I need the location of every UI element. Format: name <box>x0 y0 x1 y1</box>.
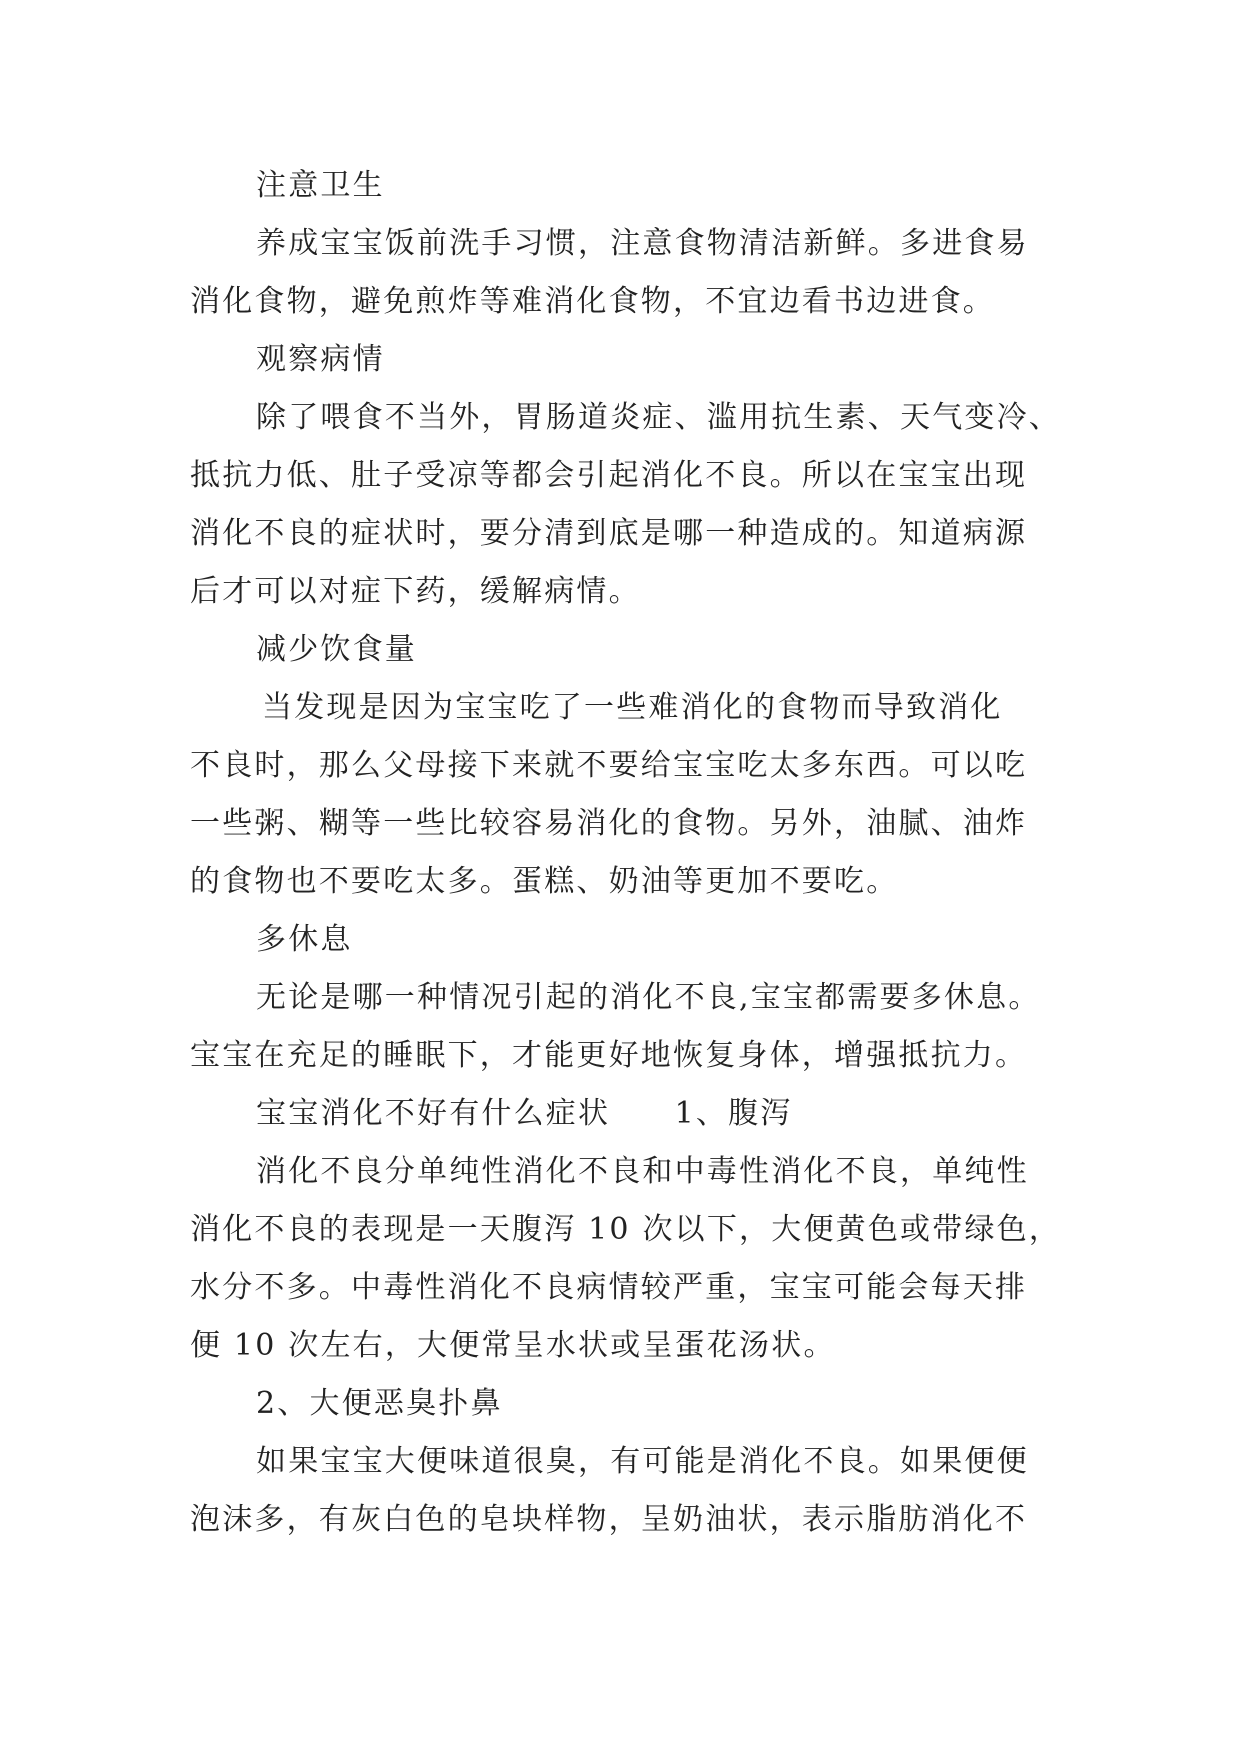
paragraph-line: 消化食物，避免煎炸等难消化食物，不宜边看书边进食。 <box>190 284 995 319</box>
paragraph-line: 便 10 次左右，大便常呈水状或呈蛋花汤状。 <box>190 1328 836 1363</box>
section-heading-reduce-food: 减少饮食量 <box>256 632 417 667</box>
paragraph-line: 当发现是因为宝宝吃了一些难消化的食物而导致消化 <box>262 690 1003 725</box>
paragraph-line: 的食物也不要吃太多。蛋糕、奶油等更加不要吃。 <box>190 864 899 899</box>
paragraph-line: 抵抗力低、肚子受凉等都会引起消化不良。所以在宝宝出现 <box>190 458 1028 493</box>
section-heading-odor: 2、大便恶臭扑鼻 <box>256 1386 503 1421</box>
paragraph-line: 除了喂食不当外，胃肠道炎症、滥用抗生素、天气变冷、 <box>256 400 1061 435</box>
paragraph-line: 泡沫多，有灰白色的皂块样物，呈奶油状，表示脂肪消化不 <box>190 1502 1028 1537</box>
paragraph-line: 消化不良分单纯性消化不良和中毒性消化不良，单纯性 <box>256 1154 1029 1189</box>
paragraph-line: 后才可以对症下药，缓解病情。 <box>190 574 641 609</box>
paragraph-line: 不良时，那么父母接下来就不要给宝宝吃太多东西。可以吃 <box>190 748 1028 783</box>
paragraph-line: 消化不良的表现是一天腹泻 10 次以下，大便黄色或带绿色， <box>190 1212 1062 1247</box>
paragraph-line: 无论是哪一种情况引起的消化不良,宝宝都需要多休息。 <box>256 980 1041 1015</box>
paragraph-line: 消化不良的症状时，要分清到底是哪一种造成的。知道病源 <box>190 516 1028 551</box>
paragraph-line: 水分不多。中毒性消化不良病情较严重，宝宝可能会每天排 <box>190 1270 1028 1305</box>
paragraph-line: 养成宝宝饭前洗手习惯，注意食物清洁新鲜。多进食易 <box>256 226 1029 261</box>
paragraph-line: 宝宝在充足的睡眠下，才能更好地恢复身体，增强抵抗力。 <box>190 1038 1028 1073</box>
paragraph-line: 一些粥、糊等一些比较容易消化的食物。另外，油腻、油炸 <box>190 806 1028 841</box>
section-heading-rest: 多休息 <box>256 922 353 957</box>
section-heading-symptoms: 宝宝消化不好有什么症状 1、腹泻 <box>256 1096 793 1131</box>
section-heading-hygiene: 注意卫生 <box>256 168 385 203</box>
section-heading-observe: 观察病情 <box>256 342 385 377</box>
paragraph-line: 如果宝宝大便味道很臭，有可能是消化不良。如果便便 <box>256 1444 1029 1479</box>
